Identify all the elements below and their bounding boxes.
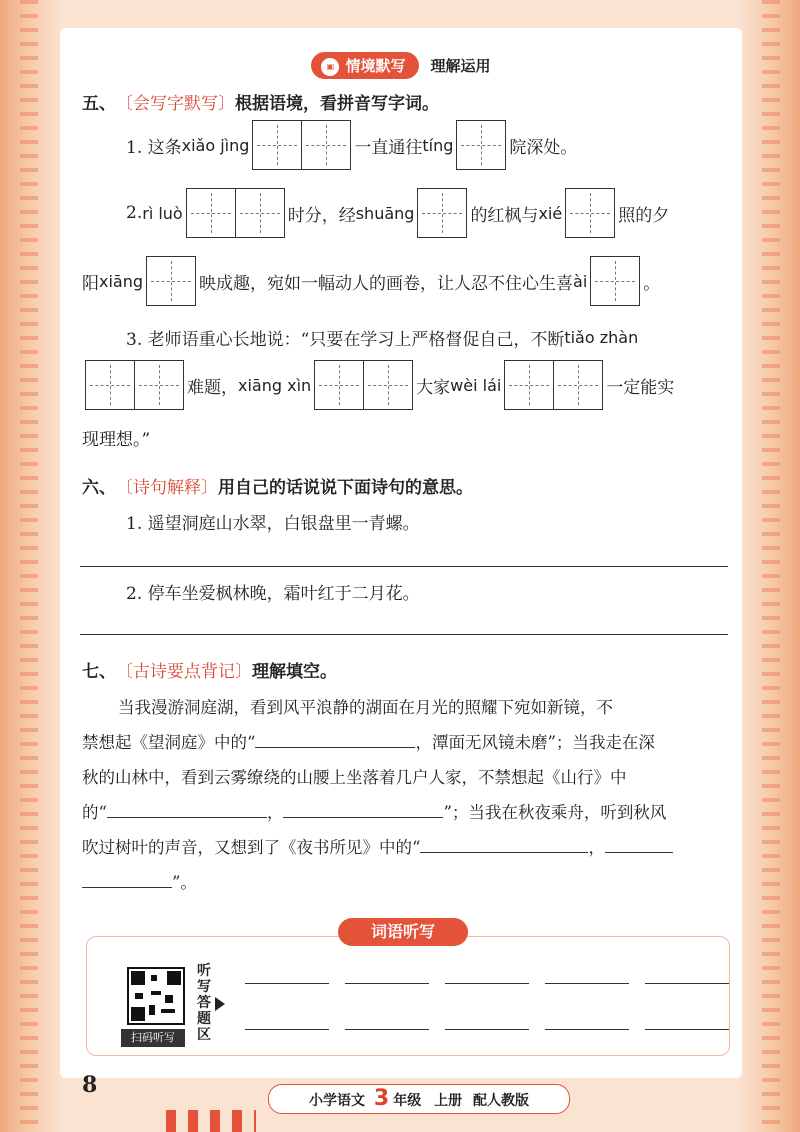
section7-title	[82, 644, 742, 694]
s5-q3c: 现理想。”	[82, 429, 151, 450]
s5-q3b-text: 一定能实	[606, 377, 675, 398]
s5-q3b-text: 大家	[416, 377, 451, 398]
s5-q2-text: 的红枫与	[470, 205, 539, 226]
section7-number: 七、	[82, 661, 116, 682]
footer	[268, 1084, 570, 1114]
worksheet	[60, 28, 742, 1078]
s7-text: 的“	[82, 803, 107, 822]
dictation-line[interactable]	[445, 1029, 529, 1030]
pinyin: ài	[573, 271, 588, 291]
s5-q2b-text: 。	[643, 273, 661, 294]
footer-subject: 小学语文	[309, 1093, 366, 1109]
pinyin: shuāng	[355, 203, 415, 223]
s5-q2b-text: 阳	[82, 273, 99, 294]
s6-q2: 2. 停车坐爱枫林晚，霜叶红于二月花。	[126, 583, 420, 604]
s7-line: 当我漫游洞庭湖，看到风平浪静的湖面在月光的照耀下宛如新镜，不	[118, 698, 613, 717]
s7-line	[82, 795, 728, 830]
s5-q1-text: 院深处。	[509, 137, 578, 158]
pinyin: xiāng xìn	[238, 375, 312, 395]
dictation-box	[86, 936, 730, 1056]
s6-q1: 1. 遥望洞庭山水翠，白银盘里一青螺。	[126, 513, 420, 534]
section5-title	[82, 76, 742, 126]
s7-line	[82, 725, 728, 760]
section6-instruction: 用自己的话说说下面诗句的意思。	[218, 477, 473, 498]
char-grid[interactable]	[504, 360, 603, 410]
page-number: 8	[82, 1072, 98, 1098]
footer-term: 上册	[434, 1093, 463, 1109]
arrow-right-icon	[215, 997, 225, 1011]
char-grid[interactable]	[85, 360, 184, 410]
s5-q1-text: 一直通往	[354, 137, 423, 158]
s7-text: ”。	[172, 873, 197, 892]
section5-number: 五、	[82, 93, 116, 114]
pinyin: xié	[538, 203, 563, 223]
s5-q3-text: 3. 老师语重心长地说：“只要在学习上严格督促自己，不断	[126, 329, 565, 350]
char-grid[interactable]	[314, 360, 413, 410]
fill-blank[interactable]	[82, 867, 172, 888]
pinyin: xiāng	[99, 271, 144, 291]
s7-paragraph	[82, 690, 728, 900]
s7-line	[82, 865, 728, 900]
s5-q2	[126, 188, 742, 238]
s7-text: 吹过树叶的声音，又想到了《夜书所见》中的“	[82, 838, 421, 857]
pinyin: wèi lái	[450, 375, 502, 395]
fill-blank[interactable]	[255, 727, 415, 748]
dictation-line[interactable]	[245, 983, 329, 984]
s7-text: 禁想起《望洞庭》中的“	[82, 733, 256, 752]
footer-grade-number: 3	[373, 1086, 390, 1111]
header-badge-label: 情境默写	[345, 57, 406, 75]
char-grid[interactable]	[565, 188, 615, 238]
fill-blank[interactable]	[107, 797, 267, 818]
char-grid[interactable]	[417, 188, 467, 238]
header-badge	[311, 52, 419, 79]
s5-q3b	[82, 360, 742, 410]
bottom-decor	[166, 1110, 256, 1132]
dictation-badge: 词语听写	[338, 918, 468, 946]
s5-q2b-text: 映成趣，宛如一幅动人的画卷，让人忍不住心生喜	[199, 273, 574, 294]
s7-line	[82, 830, 728, 865]
section7-instruction: 理解填空。	[252, 661, 337, 682]
s5-q3b-text: 难题，	[187, 377, 238, 398]
dictation-line[interactable]	[345, 1029, 429, 1030]
footer-grade: 年级	[393, 1093, 422, 1109]
section5-tag: 〔会写字默写〕	[116, 93, 235, 114]
char-grid[interactable]	[146, 256, 196, 306]
pinyin: tíng	[422, 135, 454, 155]
pinyin: rì luò	[142, 203, 183, 223]
s5-q3	[126, 312, 742, 362]
section6-tag: 〔诗句解释〕	[116, 477, 218, 498]
section7-tag: 〔古诗要点背记〕	[116, 661, 252, 682]
s7-text: ，	[588, 838, 605, 857]
s5-q1	[126, 120, 742, 170]
s7-line: 秋的山林中，看到云雾缭绕的山腰上坐落着几户人家，不禁想起《山行》中	[82, 768, 627, 787]
pinyin: xiǎo jìng	[181, 135, 250, 155]
pinyin: tiǎo zhàn	[564, 327, 639, 347]
s7-text: ，潭面无风镜未磨”；当我走在深	[415, 733, 655, 752]
dictation-line[interactable]	[645, 983, 729, 984]
char-grid[interactable]	[590, 256, 640, 306]
left-decor	[20, 0, 38, 1132]
footer-edition: 配人教版	[472, 1093, 529, 1109]
notebook-icon: ▣	[321, 58, 339, 76]
dictation-line[interactable]	[245, 1029, 329, 1030]
s7-text: ，	[266, 803, 284, 822]
dictation-line[interactable]	[545, 983, 629, 984]
fill-blank[interactable]	[420, 832, 588, 853]
fill-blank[interactable]	[605, 832, 673, 853]
s5-q2b	[82, 256, 742, 306]
dictation-line[interactable]	[545, 1029, 629, 1030]
dictation-line[interactable]	[345, 983, 429, 984]
fill-blank[interactable]	[283, 797, 443, 818]
section5-instruction: 根据语境，看拼音写字词。	[235, 93, 439, 114]
char-grid[interactable]	[456, 120, 506, 170]
scan-label: 扫码听写	[121, 1029, 185, 1047]
s5-q1-text: 1. 这条	[126, 137, 182, 158]
char-grid[interactable]	[252, 120, 351, 170]
section6-number: 六、	[82, 477, 116, 498]
qr-code[interactable]	[127, 967, 185, 1025]
dictation-line[interactable]	[445, 983, 529, 984]
char-grid[interactable]	[186, 188, 285, 238]
s5-q2-text: 时分，经	[287, 205, 356, 226]
dictation-line[interactable]	[645, 1029, 729, 1030]
s7-text: ”；当我在秋夜乘舟，听到秋风	[443, 803, 667, 822]
s5-q2-text: 照的夕	[618, 205, 670, 226]
right-decor	[762, 0, 780, 1132]
answer-area-label: 听写答题区	[197, 963, 211, 1043]
header-subtitle: 理解运用	[430, 57, 491, 75]
answer-line[interactable]	[80, 634, 728, 635]
s5-q2-text: 2.	[126, 203, 143, 223]
